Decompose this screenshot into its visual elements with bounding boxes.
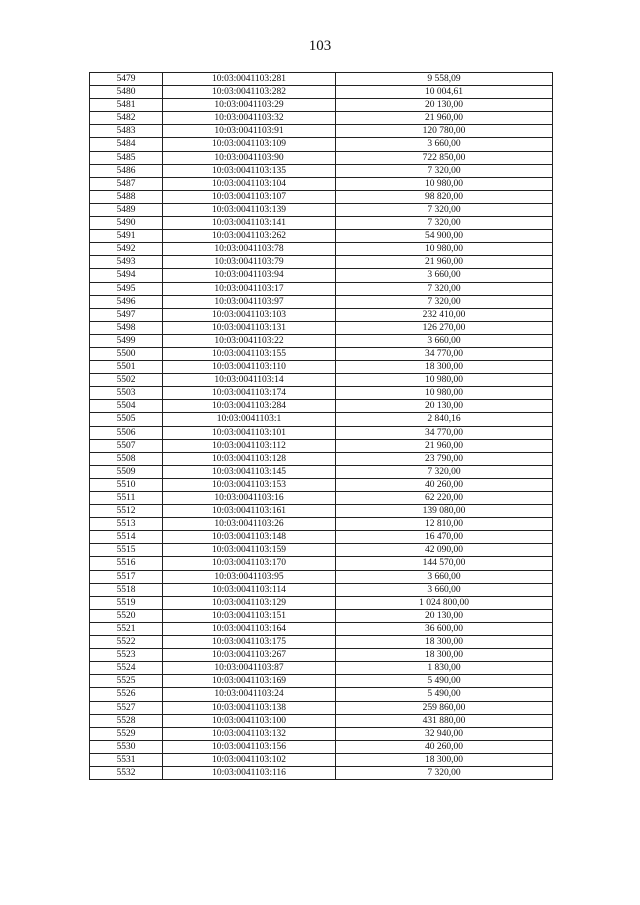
table-row: [90, 269, 553, 282]
value-cell: 259 860,00: [336, 701, 553, 714]
cadastral-number-cell: 10:03:0041103:170: [163, 557, 336, 570]
row-number-cell: 5511: [90, 492, 163, 505]
value-cell: 18 300,00: [336, 753, 553, 766]
cadastral-number-cell: 10:03:0041103:155: [163, 347, 336, 360]
cadastral-number-cell: 10:03:0041103:112: [163, 439, 336, 452]
cadastral-number-cell: 10:03:0041103:153: [163, 478, 336, 491]
cadastral-number-cell: 10:03:0041103:95: [163, 570, 336, 583]
value-cell: 54 900,00: [336, 230, 553, 243]
table-row: [90, 99, 553, 112]
cadastral-number-cell: 10:03:0041103:282: [163, 86, 336, 99]
value-cell: 3 660,00: [336, 269, 553, 282]
table-body: [90, 73, 553, 780]
value-cell: 144 570,00: [336, 557, 553, 570]
row-number-cell: 5531: [90, 753, 163, 766]
row-number-cell: 5502: [90, 374, 163, 387]
table-row: [90, 86, 553, 99]
table-row: [90, 766, 553, 779]
cadastral-number-cell: 10:03:0041103:90: [163, 151, 336, 164]
table-row: [90, 138, 553, 151]
value-cell: 1 830,00: [336, 662, 553, 675]
value-cell: 7 320,00: [336, 217, 553, 230]
row-number-cell: 5527: [90, 701, 163, 714]
cadastral-number-cell: 10:03:0041103:284: [163, 400, 336, 413]
row-number-cell: 5507: [90, 439, 163, 452]
cadastral-number-cell: 10:03:0041103:262: [163, 230, 336, 243]
cadastral-number-cell: 10:03:0041103:94: [163, 269, 336, 282]
cadastral-number-cell: 10:03:0041103:1: [163, 413, 336, 426]
table-row: [90, 596, 553, 609]
row-number-cell: 5513: [90, 518, 163, 531]
table-row: [90, 636, 553, 649]
row-number-cell: 5480: [90, 86, 163, 99]
row-number-cell: 5493: [90, 256, 163, 269]
cadastral-number-cell: 10:03:0041103:159: [163, 544, 336, 557]
row-number-cell: 5505: [90, 413, 163, 426]
value-cell: 16 470,00: [336, 531, 553, 544]
table-row: [90, 609, 553, 622]
table-row: [90, 544, 553, 557]
table-row: [90, 492, 553, 505]
cadastral-number-cell: 10:03:0041103:104: [163, 177, 336, 190]
cadastral-number-cell: 10:03:0041103:164: [163, 622, 336, 635]
value-cell: 18 300,00: [336, 361, 553, 374]
table-row: [90, 112, 553, 125]
row-number-cell: 5486: [90, 164, 163, 177]
value-cell: 40 260,00: [336, 478, 553, 491]
row-number-cell: 5525: [90, 675, 163, 688]
table-row: [90, 439, 553, 452]
value-cell: 62 220,00: [336, 492, 553, 505]
table-row: [90, 230, 553, 243]
row-number-cell: 5528: [90, 714, 163, 727]
row-number-cell: 5487: [90, 177, 163, 190]
row-number-cell: 5512: [90, 505, 163, 518]
table-row: [90, 203, 553, 216]
value-cell: 9 558,09: [336, 73, 553, 86]
row-number-cell: 5485: [90, 151, 163, 164]
row-number-cell: 5492: [90, 243, 163, 256]
table-row: [90, 73, 553, 86]
row-number-cell: 5497: [90, 308, 163, 321]
value-cell: 32 940,00: [336, 727, 553, 740]
cadastral-number-cell: 10:03:0041103:14: [163, 374, 336, 387]
table-row: [90, 125, 553, 138]
row-number-cell: 5517: [90, 570, 163, 583]
value-cell: 120 780,00: [336, 125, 553, 138]
row-number-cell: 5503: [90, 387, 163, 400]
table-row: [90, 256, 553, 269]
table-row: [90, 531, 553, 544]
cadastral-number-cell: 10:03:0041103:148: [163, 531, 336, 544]
row-number-cell: 5510: [90, 478, 163, 491]
row-number-cell: 5498: [90, 321, 163, 334]
value-cell: 232 410,00: [336, 308, 553, 321]
row-number-cell: 5520: [90, 609, 163, 622]
row-number-cell: 5481: [90, 99, 163, 112]
value-cell: 10 004,61: [336, 86, 553, 99]
cadastral-number-cell: 10:03:0041103:100: [163, 714, 336, 727]
row-number-cell: 5519: [90, 596, 163, 609]
value-cell: 7 320,00: [336, 766, 553, 779]
cadastral-number-cell: 10:03:0041103:101: [163, 426, 336, 439]
table-row: [90, 413, 553, 426]
value-cell: 3 660,00: [336, 334, 553, 347]
row-number-cell: 5482: [90, 112, 163, 125]
cadastral-number-cell: 10:03:0041103:29: [163, 99, 336, 112]
cadastral-number-cell: 10:03:0041103:267: [163, 649, 336, 662]
table-row: [90, 426, 553, 439]
table-row: [90, 374, 553, 387]
row-number-cell: 5529: [90, 727, 163, 740]
row-number-cell: 5515: [90, 544, 163, 557]
table-row: [90, 688, 553, 701]
value-cell: 18 300,00: [336, 649, 553, 662]
row-number-cell: 5499: [90, 334, 163, 347]
table-row: [90, 243, 553, 256]
cadastral-number-cell: 10:03:0041103:22: [163, 334, 336, 347]
row-number-cell: 5526: [90, 688, 163, 701]
table-row: [90, 557, 553, 570]
cadastral-number-cell: 10:03:0041103:169: [163, 675, 336, 688]
value-cell: 10 980,00: [336, 387, 553, 400]
row-number-cell: 5504: [90, 400, 163, 413]
cadastral-number-cell: 10:03:0041103:145: [163, 465, 336, 478]
row-number-cell: 5483: [90, 125, 163, 138]
table-row: [90, 295, 553, 308]
table-row: [90, 217, 553, 230]
value-cell: 21 960,00: [336, 112, 553, 125]
cadastral-number-cell: 10:03:0041103:78: [163, 243, 336, 256]
value-cell: 2 840,16: [336, 413, 553, 426]
value-cell: 10 980,00: [336, 243, 553, 256]
table-row: [90, 452, 553, 465]
cadastral-number-cell: 10:03:0041103:281: [163, 73, 336, 86]
cadastral-number-cell: 10:03:0041103:26: [163, 518, 336, 531]
value-cell: 126 270,00: [336, 321, 553, 334]
table-row: [90, 190, 553, 203]
page-number: 103: [308, 38, 332, 54]
value-cell: 10 980,00: [336, 374, 553, 387]
cadastral-number-cell: 10:03:0041103:87: [163, 662, 336, 675]
table-row: [90, 334, 553, 347]
table-row: [90, 361, 553, 374]
value-cell: 5 490,00: [336, 675, 553, 688]
value-cell: 5 490,00: [336, 688, 553, 701]
table-row: [90, 347, 553, 360]
value-cell: 3 660,00: [336, 570, 553, 583]
table-row: [90, 753, 553, 766]
cadastral-number-cell: 10:03:0041103:161: [163, 505, 336, 518]
row-number-cell: 5506: [90, 426, 163, 439]
table-row: [90, 675, 553, 688]
row-number-cell: 5514: [90, 531, 163, 544]
table-row: [90, 518, 553, 531]
row-number-cell: 5524: [90, 662, 163, 675]
value-cell: 21 960,00: [336, 439, 553, 452]
cadastral-number-cell: 10:03:0041103:135: [163, 164, 336, 177]
table-row: [90, 387, 553, 400]
value-cell: 431 880,00: [336, 714, 553, 727]
cadastral-number-cell: 10:03:0041103:17: [163, 282, 336, 295]
table-row: [90, 583, 553, 596]
value-cell: 23 790,00: [336, 452, 553, 465]
row-number-cell: 5491: [90, 230, 163, 243]
row-number-cell: 5495: [90, 282, 163, 295]
row-number-cell: 5489: [90, 203, 163, 216]
value-cell: 98 820,00: [336, 190, 553, 203]
table-row: [90, 740, 553, 753]
row-number-cell: 5479: [90, 73, 163, 86]
row-number-cell: 5490: [90, 217, 163, 230]
table-row: [90, 308, 553, 321]
row-number-cell: 5484: [90, 138, 163, 151]
value-cell: 1 024 800,00: [336, 596, 553, 609]
value-cell: 20 130,00: [336, 609, 553, 622]
value-cell: 20 130,00: [336, 99, 553, 112]
value-cell: 722 850,00: [336, 151, 553, 164]
row-number-cell: 5488: [90, 190, 163, 203]
cadastral-number-cell: 10:03:0041103:97: [163, 295, 336, 308]
row-number-cell: 5496: [90, 295, 163, 308]
value-cell: 12 810,00: [336, 518, 553, 531]
cadastral-number-cell: 10:03:0041103:132: [163, 727, 336, 740]
table-row: [90, 570, 553, 583]
row-number-cell: 5509: [90, 465, 163, 478]
value-cell: 7 320,00: [336, 465, 553, 478]
cadastral-number-cell: 10:03:0041103:141: [163, 217, 336, 230]
table-row: [90, 177, 553, 190]
cadastral-number-cell: 10:03:0041103:91: [163, 125, 336, 138]
cadastral-number-cell: 10:03:0041103:128: [163, 452, 336, 465]
cadastral-number-cell: 10:03:0041103:103: [163, 308, 336, 321]
cadastral-number-cell: 10:03:0041103:16: [163, 492, 336, 505]
table-row: [90, 164, 553, 177]
table-row: [90, 151, 553, 164]
value-cell: 40 260,00: [336, 740, 553, 753]
cadastral-number-cell: 10:03:0041103:151: [163, 609, 336, 622]
cadastral-number-cell: 10:03:0041103:174: [163, 387, 336, 400]
row-number-cell: 5530: [90, 740, 163, 753]
value-cell: 139 080,00: [336, 505, 553, 518]
value-cell: 20 130,00: [336, 400, 553, 413]
table-row: [90, 662, 553, 675]
cadastral-number-cell: 10:03:0041103:32: [163, 112, 336, 125]
table-row: [90, 649, 553, 662]
value-cell: 21 960,00: [336, 256, 553, 269]
row-number-cell: 5521: [90, 622, 163, 635]
cadastral-number-cell: 10:03:0041103:129: [163, 596, 336, 609]
row-number-cell: 5523: [90, 649, 163, 662]
table-row: [90, 282, 553, 295]
value-cell: 10 980,00: [336, 177, 553, 190]
table-row: [90, 505, 553, 518]
row-number-cell: 5522: [90, 636, 163, 649]
value-cell: 36 600,00: [336, 622, 553, 635]
value-cell: 34 770,00: [336, 426, 553, 439]
cadastral-number-cell: 10:03:0041103:116: [163, 766, 336, 779]
table-row: [90, 714, 553, 727]
value-cell: 34 770,00: [336, 347, 553, 360]
value-cell: 3 660,00: [336, 138, 553, 151]
cadastral-number-cell: 10:03:0041103:138: [163, 701, 336, 714]
row-number-cell: 5501: [90, 361, 163, 374]
row-number-cell: 5518: [90, 583, 163, 596]
value-cell: 7 320,00: [336, 295, 553, 308]
row-number-cell: 5532: [90, 766, 163, 779]
value-cell: 3 660,00: [336, 583, 553, 596]
cadastral-number-cell: 10:03:0041103:102: [163, 753, 336, 766]
cadastral-value-table: [89, 72, 553, 780]
cadastral-number-cell: 10:03:0041103:109: [163, 138, 336, 151]
table-row: [90, 400, 553, 413]
table-row: [90, 465, 553, 478]
table-row: [90, 701, 553, 714]
cadastral-number-cell: 10:03:0041103:114: [163, 583, 336, 596]
value-cell: 7 320,00: [336, 282, 553, 295]
value-cell: 7 320,00: [336, 164, 553, 177]
row-number-cell: 5516: [90, 557, 163, 570]
cadastral-number-cell: 10:03:0041103:156: [163, 740, 336, 753]
cadastral-number-cell: 10:03:0041103:131: [163, 321, 336, 334]
table-row: [90, 727, 553, 740]
table-row: [90, 622, 553, 635]
cadastral-number-cell: 10:03:0041103:139: [163, 203, 336, 216]
cadastral-number-cell: 10:03:0041103:79: [163, 256, 336, 269]
cadastral-number-cell: 10:03:0041103:175: [163, 636, 336, 649]
cadastral-number-cell: 10:03:0041103:110: [163, 361, 336, 374]
cadastral-number-cell: 10:03:0041103:24: [163, 688, 336, 701]
table-row: [90, 478, 553, 491]
cadastral-number-cell: 10:03:0041103:107: [163, 190, 336, 203]
row-number-cell: 5494: [90, 269, 163, 282]
value-cell: 7 320,00: [336, 203, 553, 216]
table-row: [90, 321, 553, 334]
value-cell: 18 300,00: [336, 636, 553, 649]
row-number-cell: 5508: [90, 452, 163, 465]
row-number-cell: 5500: [90, 347, 163, 360]
value-cell: 42 090,00: [336, 544, 553, 557]
